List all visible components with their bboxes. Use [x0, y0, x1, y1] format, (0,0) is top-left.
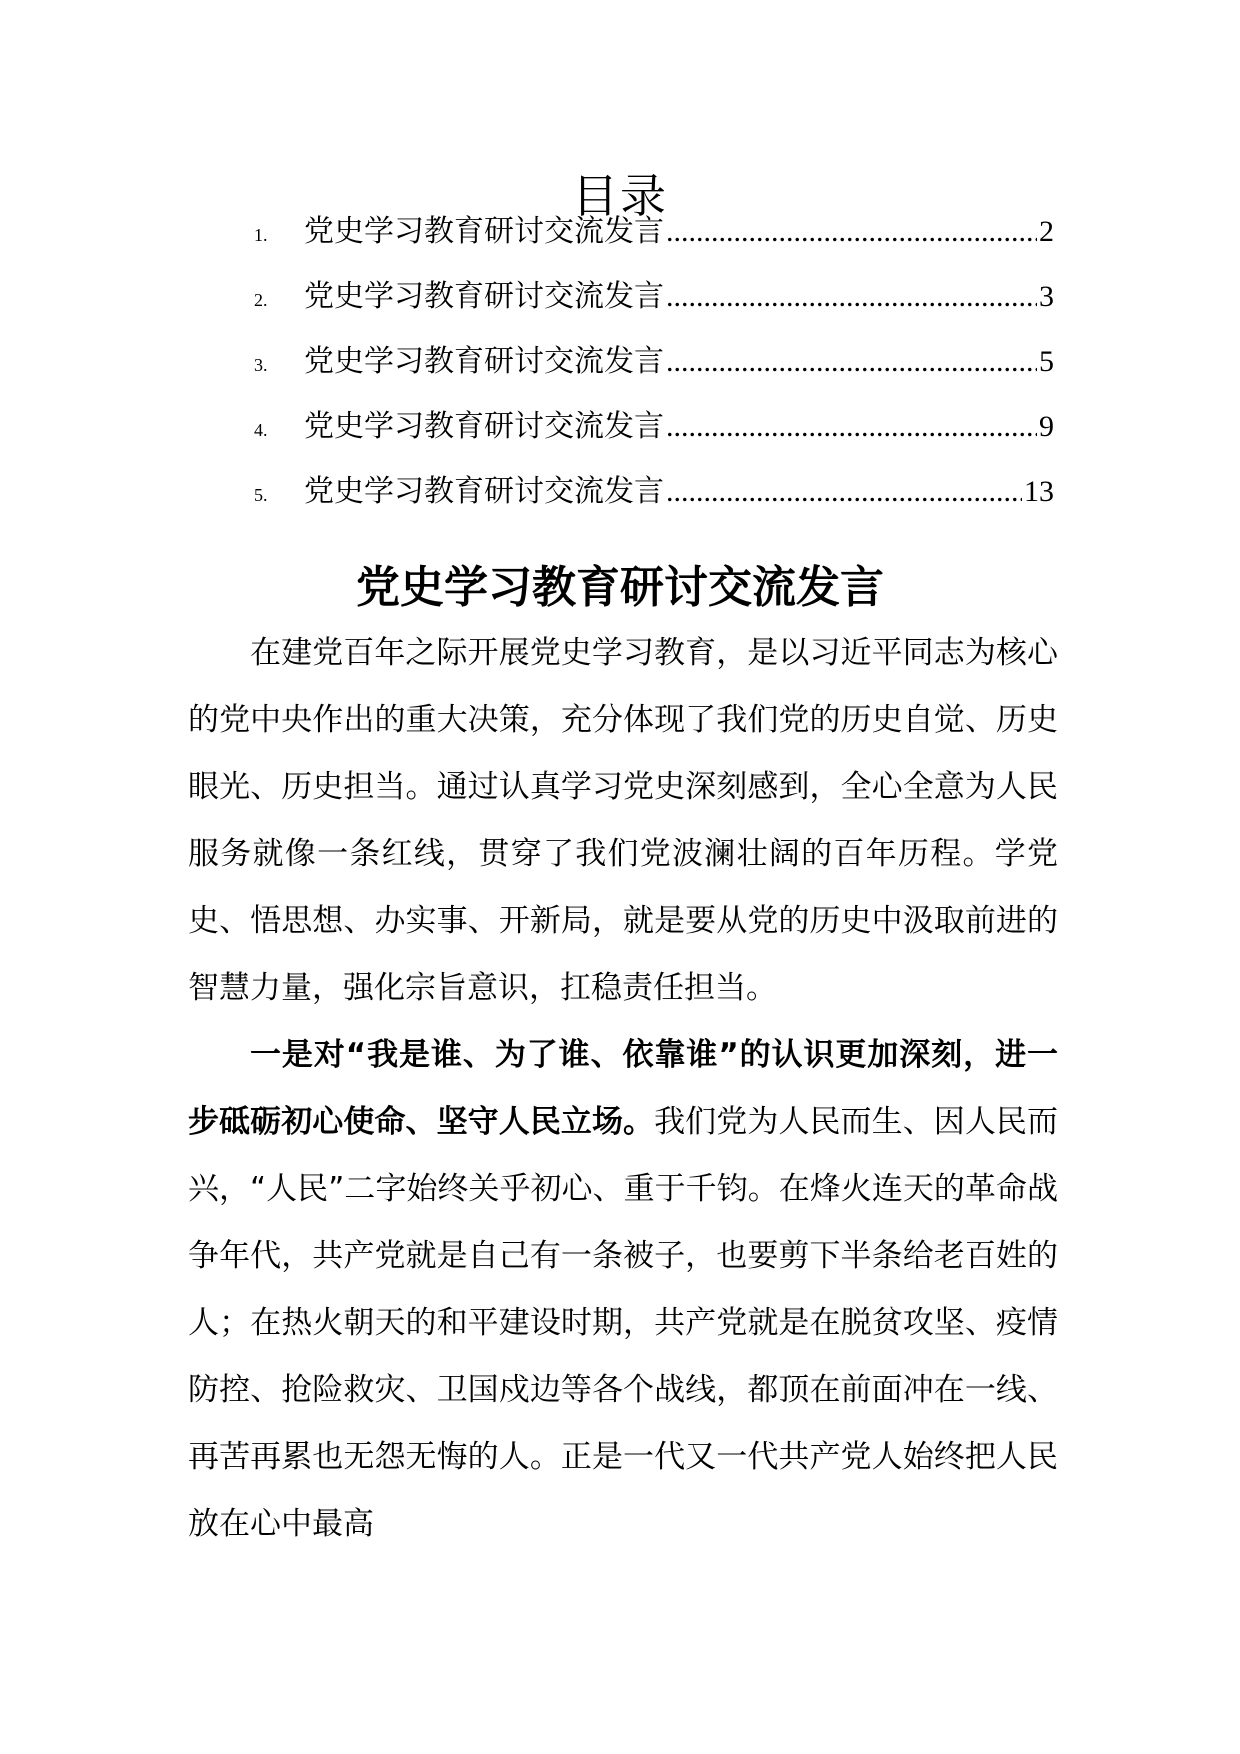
toc-item-page: 9: [1039, 410, 1054, 443]
toc-item-title: 党史学习教育研讨交流发言: [304, 214, 664, 249]
article-body: [188, 620, 1058, 1558]
toc-item-5[interactable]: [254, 468, 1054, 533]
toc-item-title: 党史学习教育研讨交流发言: [304, 409, 664, 444]
article-paragraph-2: [188, 1022, 1058, 1558]
toc-title: 目录: [572, 169, 668, 223]
toc-item-page: 2: [1039, 215, 1054, 248]
article-paragraph-1: 在建党百年之际开展党史学习教育，是以习近平同志为核心的党中央作出的重大决策，充分体现了我们党的历史自觉、历史眼光、历史担当。通过认真学习党史深刻感到，全心全意为人民服务就像一条红线，贯穿了我们党波澜壮阔的百年历程。学党史、悟思想、办实事、开新局，就是要从党的历史中汲取前进的智慧力量，强化宗旨意识，扛稳责任担当。: [188, 635, 1058, 1006]
toc-item-page: 3: [1039, 280, 1054, 313]
toc-item-1[interactable]: [254, 208, 1054, 273]
paragraph-body: 我们党为人民而生、因人民而兴，“人民”二字始终关乎初心、重于千钧。在烽火连天的革命战争年代，共产党就是自己有一条被子，也要剪下半条给老百姓的人；在热火朝天的和平建设时期，共产党就是在脱贫攻坚、疫情防控、抢险救灾、卫国戍边等各个战线，都顶在前面冲在一线、再苦再累也无怨无悔的人。正是一代又一代共产党人始终把人民放在心中最高: [188, 1104, 1058, 1542]
toc-leader-dots: [666, 208, 1037, 256]
toc-item-3[interactable]: [254, 338, 1054, 403]
toc-item-number: 4.: [254, 420, 268, 440]
toc-leader-dots: [666, 273, 1037, 321]
paragraph-lead-bold: 一是对“我是谁、为了谁、依靠谁”的认识更加深刻，进一步砥砺初心使命、坚守人民立场。: [188, 1037, 1058, 1140]
toc-item-title: 党史学习教育研讨交流发言: [304, 279, 664, 314]
toc-item-number: 2.: [254, 290, 268, 310]
toc-item-number: 1.: [254, 225, 268, 245]
toc-item-page: 5: [1039, 345, 1054, 378]
article-title: 党史学习教育研讨交流发言: [356, 562, 884, 613]
toc-item-2[interactable]: [254, 273, 1054, 338]
toc-item-number: 5.: [254, 485, 268, 505]
toc-item-title: 党史学习教育研讨交流发言: [304, 344, 664, 379]
toc-leader-dots: [666, 403, 1037, 451]
toc-item-4[interactable]: [254, 403, 1054, 468]
toc-item-page: 13: [1024, 475, 1054, 508]
toc-item-title: 党史学习教育研讨交流发言: [304, 474, 664, 509]
toc-leader-dots: [666, 338, 1037, 386]
toc-leader-dots: [666, 468, 1022, 516]
table-of-contents: [254, 208, 1054, 533]
toc-item-number: 3.: [254, 355, 268, 375]
